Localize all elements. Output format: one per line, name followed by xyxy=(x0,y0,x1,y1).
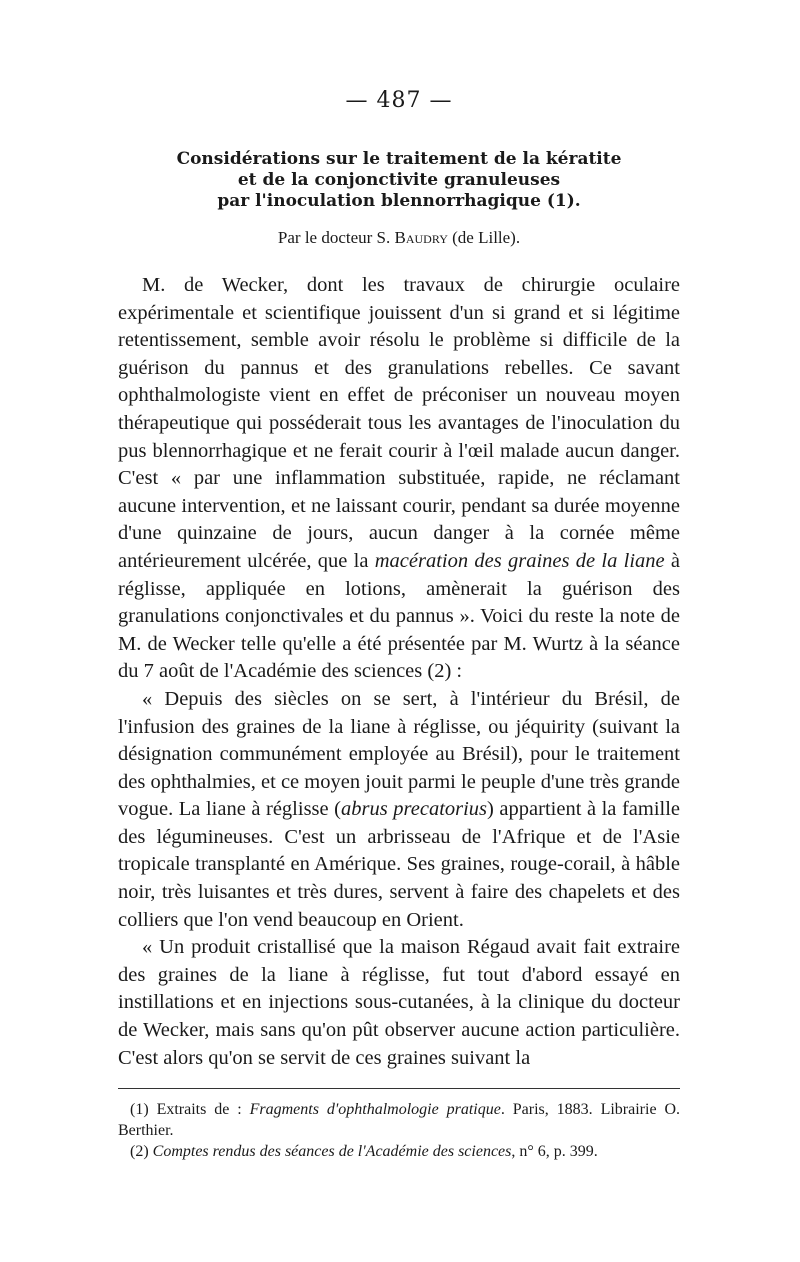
footnote-2 xyxy=(118,1141,680,1162)
footnote-1 xyxy=(118,1099,680,1141)
author-line xyxy=(118,228,680,248)
paragraph-1 xyxy=(118,272,680,686)
footnotes xyxy=(118,1099,680,1162)
paragraph-2-italic: abrus precatorius xyxy=(341,798,488,821)
author-suffix: (de Lille). xyxy=(447,228,521,247)
paragraph-1-italic: macération des graines de la liane xyxy=(374,549,665,572)
paragraph-2 xyxy=(118,686,680,934)
footnote-divider xyxy=(118,1088,680,1089)
footnote-2-italic: Comptes rendus des séances de l'Académie des sciences xyxy=(152,1143,512,1161)
author-name: Baudry xyxy=(394,228,448,247)
paragraph-3: « Un produit cristallisé que la maison Régaud avait fait extraire des graines de la liane à réglisse, fut tout d'abord essayé en instillations et en injections sous-cutanées, à la clinique du docteur de Wecker, mais sans qu'on pût observer aucune action particulière. C'est alors qu'on se servit de ces graines suivant la xyxy=(118,936,680,1069)
paragraph-1-text-b: à réglisse, appliquée en lotions, amènerait la guérison des granulations conjonctivales et du pannus ». Voici du reste la note de M. de Wecker telle qu'elle a été présentée par M. Wurtz à la séance du 7 août de l'Académie des sciences (2) : xyxy=(118,549,680,683)
footnote-2-text-a: (2) xyxy=(130,1143,153,1161)
author-prefix: Par le docteur S. xyxy=(277,228,395,247)
page-number: — 487 — xyxy=(345,88,453,113)
footnote-1-text-b: . Paris, 1883. Librairie O. Berthier. xyxy=(118,1101,681,1140)
paragraph-1-text-a: M. de Wecker, dont les travaux de chirurgie oculaire expérimentale et scientifique jouissent d'un si grand et si légitime retentissement, semble avoir résolu le problème si difficile de la guérison du pannus et des granulations rebelles. Ce savant ophthalmologiste vient en effet de préconiser un nouveau moyen thérapeutique qui posséderait tous les avantages de l'inoculation du pus blennorrhagique et ne ferait courir à l'œil malade aucun danger. C'est « par une inflammation substituée, rapide, ne réclamant aucune intervention, et ne laissant courir, pendant sa durée moyenne d'une quinzaine de jours, aucun danger à la cornée même antérieurement ulcérée, que la xyxy=(118,274,680,572)
title-line-1: Considérations sur le traitement de la kératite xyxy=(176,149,622,169)
paragraph-2-text-a: « Depuis des siècles on se sert, à l'intérieur du Brésil, de l'infusion des graines de la liane à réglisse, ou jéquirity (suivant la désignation communément employée au Brésil), pour le traitement des ophthalmies, et ce moyen jouit parmi le peuple d'une très grande vogue. La liane à réglisse ( xyxy=(118,687,680,821)
page xyxy=(118,88,680,1162)
title-line-3: par l'inoculation blennorrhagique (1). xyxy=(217,191,581,211)
footnote-1-italic: Fragments d'ophthalmologie pratique xyxy=(249,1101,501,1119)
article-body xyxy=(118,272,680,1072)
paragraph-2-text-b: ) appartient à la famille des légumineuses. C'est un arbrisseau de l'Afrique et de l'Asie tropicale transplanté en Amérique. Ses graines, rouge-corail, à hâble noir, très luisantes et très dures, servent à faire des chapelets et des colliers que l'on vend beaucoup en Orient. xyxy=(118,798,681,931)
footnote-2-text-b: , n° 6, p. 399. xyxy=(511,1143,598,1161)
footnote-1-text-a: (1) Extraits de : xyxy=(130,1101,250,1119)
article-title xyxy=(118,149,680,212)
title-line-2: et de la conjonctivite granuleuses xyxy=(237,170,561,190)
